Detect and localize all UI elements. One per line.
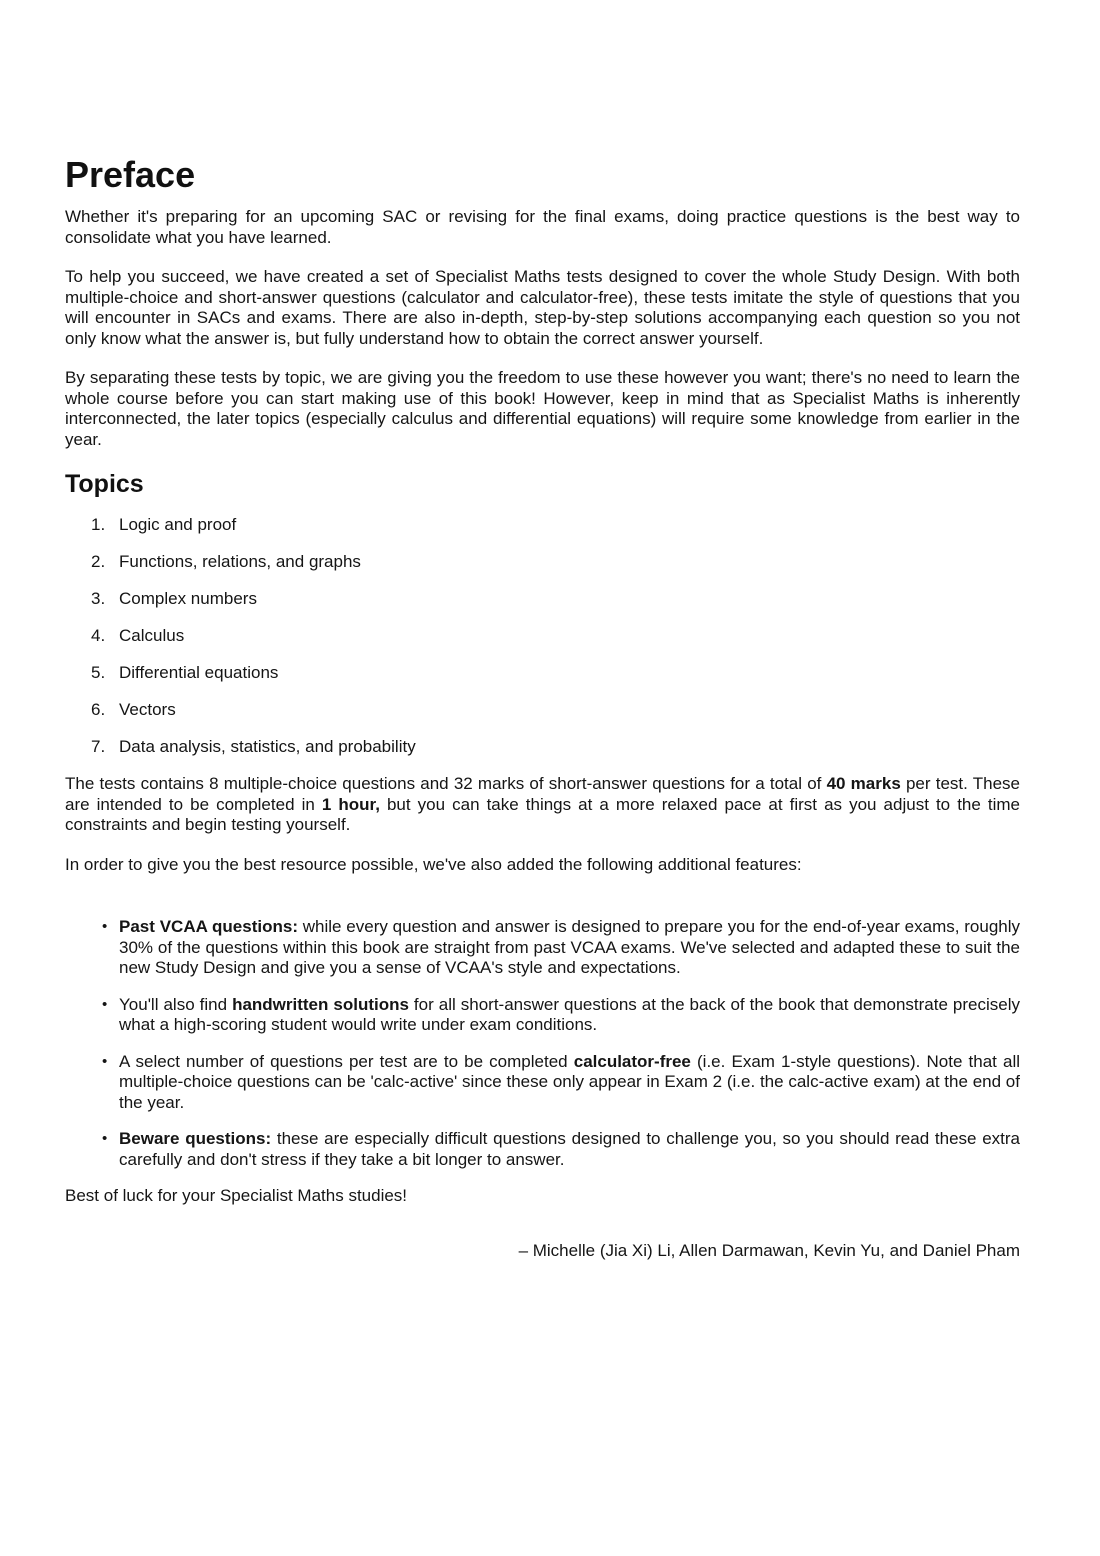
feature-item — [119, 1129, 1020, 1170]
bold-text-run: handwritten solutions — [232, 994, 409, 1014]
text-run: while every question and answer is designed to prepare you for the end-of-year exams, roughly 30% of the questions within this book are straight from past VCAA exams. We've selected and adapted these to suit the new Study Design and give you a sense of VCAA's style and expectations. — [119, 917, 1021, 977]
bold-text-run: 40 marks — [826, 774, 901, 793]
closing-text: Best of luck for your Specialist Maths studies! — [65, 1186, 408, 1205]
test-details-paragraph — [65, 774, 1020, 836]
topic-item: Logic and proof — [119, 515, 237, 534]
bold-text-run: calculator-free — [573, 1051, 691, 1071]
feature-item — [119, 917, 1020, 979]
intro-paragraphs — [65, 207, 1020, 450]
bold-text-run: 1 hour, — [321, 794, 380, 814]
intro-paragraph — [65, 267, 1020, 349]
text-run: In order to give you the best resource possible, we've also added the following additional features: — [65, 854, 802, 874]
intro-paragraph — [65, 207, 1020, 248]
text-run: A select number of questions per test are to be completed — [119, 1051, 574, 1071]
authors-signature: – Michelle (Jia Xi) Li, Allen Darmawan, Kevin Yu, and Daniel Pham — [518, 1240, 1020, 1260]
page-title: Preface — [65, 154, 196, 195]
topic-item: Calculus — [119, 626, 185, 645]
features-list — [65, 917, 1020, 1170]
feature-item — [119, 1052, 1020, 1114]
feature-item — [119, 995, 1020, 1036]
text-run: You'll also find — [119, 994, 233, 1014]
topic-item: Complex numbers — [119, 589, 257, 608]
intro-paragraph — [65, 368, 1020, 450]
text-run: for all short-answer questions at the back of the book that demonstrate precisely what a high-scoring student would write under exam conditions. — [119, 994, 1020, 1034]
text-run: (i.e. Exam 1-style questions). Note that all multiple-choice questions can be 'calc-active' since these only appear in Exam 2 (i.e. the calc-active exam) at the end of the year. — [119, 1051, 1021, 1112]
bold-text-run: Past VCAA questions: — [119, 917, 298, 936]
text-run: The tests contains 8 multiple-choice questions and 32 marks of short-answer questions for a total of — [65, 774, 827, 793]
topic-item: Functions, relations, and graphs — [119, 552, 361, 571]
bold-text-run: Beware questions: — [119, 1129, 272, 1148]
features-intro-paragraph — [65, 855, 1020, 876]
topic-item: Data analysis, statistics, and probability — [119, 737, 416, 756]
topics-list — [65, 515, 1020, 758]
text-run: but you can take things at a more relaxed pace at first as you adjust to the time constraints and begin testing yourself. — [65, 794, 1020, 834]
text-run: Whether it's preparing for an upcoming SAC or revising for the final exams, doing practice questions is the best way to consolidate what you have learned. — [65, 207, 1020, 247]
text-run: these are especially difficult questions designed to challenge you, so you should read these extra carefully and don't stress if they take a bit longer to answer. — [119, 1129, 1020, 1169]
text-run: per test. These are intended to be completed in — [65, 774, 1020, 814]
topic-item: Differential equations — [119, 663, 279, 682]
text-run: By separating these tests by topic, we are giving you the freedom to use these however you want; there's no need to learn the whole course before you can start making use of this book! However, keep in mind that as Specialist Maths is inherently interconnected, the later topics (especially calculus and differential equations) will require some knowledge from earlier in the year. — [65, 368, 1020, 449]
topic-item: Vectors — [119, 700, 176, 719]
topics-heading: Topics — [65, 470, 144, 498]
text-run: To help you succeed, we have created a set of Specialist Maths tests designed to cover the whole Study Design. With both multiple-choice and short-answer questions (calculator and calculator-free), these tests imitate the style of questions that you will encounter in SACs and exams. There are also in-depth, step-by-step solutions accompanying each question so you not only know what the answer is, but fully understand how to obtain the correct answer yourself. — [65, 267, 1020, 348]
